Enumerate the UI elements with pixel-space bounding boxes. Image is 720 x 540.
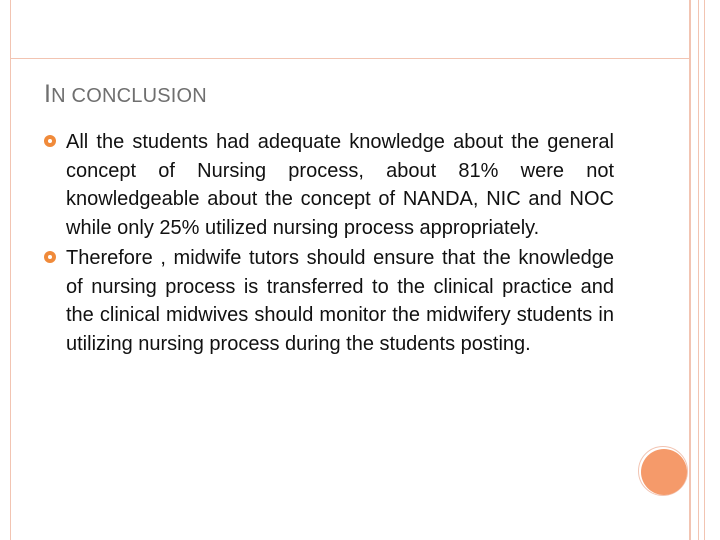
bullet-text: Therefore , midwife tutors should ensure that the knowledge of nursing process is transferred to the clinical practice and the clinical midwives should monitor the midwifery students in utilizing nursing process during the students posting. — [66, 247, 614, 355]
orange-circle-bullet-icon — [44, 251, 56, 263]
bullet-text: All the students had adequate knowledge about the general concept of Nursing process, about 81% were not knowledgeable about the concept of NANDA, NIC and NOC while only 25% utilized nursing process appropriately. — [66, 131, 614, 239]
title-text: N CONCLUSION — [51, 85, 207, 107]
decorative-circle — [641, 449, 687, 495]
decorative-line — [698, 0, 699, 540]
decorative-line — [704, 0, 705, 540]
bullet-item — [44, 128, 614, 242]
decorative-line — [690, 0, 691, 540]
slide-title — [44, 80, 207, 109]
title-lead-letter: I — [44, 80, 52, 108]
bullet-item — [44, 244, 614, 358]
title-divider — [11, 58, 689, 59]
orange-circle-bullet-icon — [44, 135, 56, 147]
bullet-list — [44, 128, 614, 360]
